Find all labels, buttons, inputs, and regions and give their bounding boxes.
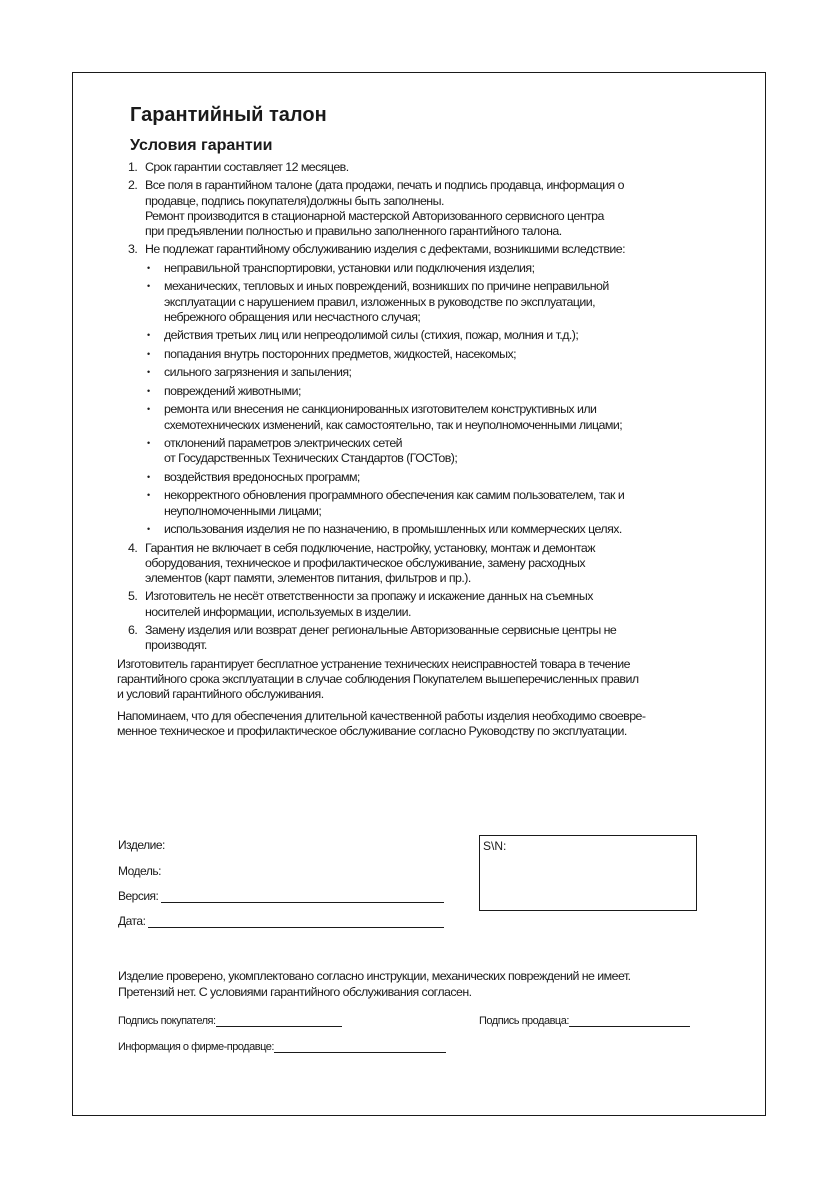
condition-item-1: 1. Срок гарантии составляет 12 месяцев. [128, 160, 349, 174]
list-item: • некорректного обновления программного обеспечения как самим пользователем, так и неуполномоченными лицами; [145, 488, 717, 519]
buyer-signature-field: Подпись покупателя: [118, 1014, 342, 1027]
list-item: • использования изделия не по назначению, в промышленных или коммерческих целях. [145, 522, 717, 537]
buyer-signature-line[interactable] [216, 1014, 342, 1027]
version-input-line[interactable] [161, 889, 444, 903]
condition-item-2: 2. Все поля в гарантийном талоне (дата продажи, печать и подпись продавца, информация о продавце, подпись покупателя)должны быть заполнены. Ремонт производится в стационарной мастерской Авторизованного сервисного центра при предъявлении полностью и правильно заполненного гарантийного талона. [128, 178, 624, 239]
list-item: • действия третьих лиц или непреодолимой силы (стихия, пожар, молния и т.д.); [145, 328, 717, 343]
serial-number-label: S\N: [483, 839, 507, 853]
list-item: • воздействия вредоносных программ; [145, 470, 717, 485]
date-field: Дата: [118, 914, 444, 928]
list-item: • ремонта или внесения не санкционированных изготовителем конструктивных или схемотехнических изменений, как самостоятельно, так и неуполномоченными лицами; [145, 402, 717, 433]
seller-signature-field: Подпись продавца: [479, 1014, 690, 1027]
list-item: • механических, тепловых и иных повреждений, возникших по причине неправильной эксплуатации с нарушением правил, изложенных в руководстве по эксплуатации, небрежного обращения или несчастного случая; [145, 279, 717, 325]
confirmation-text: Изделие проверено, укомплектовано согласно инструкции, механических повреждений не имеет. Претензий нет. С условиями гарантийного обслуживания согласен. [118, 969, 631, 999]
date-input-line[interactable] [148, 914, 444, 928]
condition-item-5: 5. Изготовитель не несёт ответственности за пропажу и искажение данных на съемных носителей информации, используемых в изделии. [128, 589, 593, 619]
condition-item-4: 4. Гарантия не включает в себя подключение, настройку, установку, монтаж и демонтаж оборудования, техническое и профилактическое обслуживание, замену расходных элементов (карт памяти, элементов питания, фильтров и пр.). [128, 540, 595, 586]
warranty-paragraph: Изготовитель гарантирует бесплатное устранение технических неисправностей товара в течение гарантийного срока эксплуатации в случае соблюдения Покупателем вышеперечисленных правил и условий гарантийного обслуживания. [117, 656, 639, 702]
seller-info-field: Информация о фирме-продавце: [118, 1040, 446, 1053]
list-item: • сильного загрязнения и запыления; [145, 365, 717, 380]
list-item: • повреждений животными; [145, 384, 717, 399]
page-title: Гарантийный талон [130, 104, 327, 126]
condition-text: Гарантия не включает в себя подключение, настройку, установку, монтаж и демонтаж оборудования, техническое и профилактическое обслуживание, замену расходных элементов (карт памяти, элементов питания, фильтров и пр.). [145, 540, 595, 586]
conditions-list [117, 160, 717, 654]
conditions-section [117, 160, 717, 739]
maintenance-paragraph: Напоминаем, что для обеспечения длительной качественной работы изделия необходимо своевре- менное техническое и профилактическое обслуживание согласно Руководству по эксплуатации. [117, 708, 646, 738]
seller-info-line[interactable] [274, 1040, 446, 1053]
condition-item-6: 6. Замену изделия или возврат денег региональные Авторизованные сервисные центры не производят. [128, 623, 617, 653]
list-item: • отклонений параметров электрических сетей от Государственных Технических Стандартов (ГОСТов); [145, 436, 717, 467]
seller-signature-line[interactable] [569, 1014, 690, 1027]
condition-text: Замену изделия или возврат денег региональные Авторизованные сервисные центры не производят. [145, 623, 617, 653]
model-field: Модель: [118, 864, 161, 878]
condition-text: Все поля в гарантийном талоне (дата продажи, печать и подпись продавца, информация о продавце, подпись покупателя)должны быть заполнены. Ремонт производится в стационарной мастерской Авторизованного сервисного центра при предъявлении полностью и правильно заполненного гарантийного талона. [145, 178, 624, 239]
product-field: Изделие: [118, 838, 165, 852]
section-subtitle: Условия гарантии [130, 137, 273, 154]
list-item: • попадания внутрь посторонних предметов, жидкостей, насекомых; [145, 347, 717, 362]
condition-text: Изготовитель не несёт ответственности за пропажу и искажение данных на съемных носителей информации, используемых в изделии. [145, 589, 593, 619]
list-item: • неправильной транспортировки, установки или подключения изделия; [145, 261, 717, 276]
version-field: Версия: [118, 889, 444, 903]
condition-text: Срок гарантии составляет 12 месяцев. [145, 160, 349, 174]
condition-item-3: 3. Не подлежат гарантийному обслуживанию изделия с дефектами, возникшими вследствие: • неправильной транспортировки, установки или подключения изделия; • механических, тепловых и иных повреждений, возникших по причине неправильной эксплуатации с нарушением правил, изложенных в руководстве по эксплуатации, небрежного обращения или несчастного случая; • действия третьих лиц или непреодолимой силы (стихия, пожар, молния и т.д.); • попадания внутрь посторонних предметов, жидкостей, насекомых; • сильного загрязнения и запыления; • повреждений животными; • ремонта или внесения не санкционированных изготовителем конструктивных или схемотехнических изменений, как самостоятельно, так и неуполномоченными лицами; • отклонений параметров электрических сетей от Государственных Технических Стандартов (ГОСТов); • воздействия вредоносных программ; • некорректного обновления программного обеспечения как самим пользователем, так и неуполномоченными лицами; • использования изделия не по назначению, в промышленных или коммерческих целях. [117, 242, 717, 537]
condition-text: Не подлежат гарантийному обслуживанию изделия с дефектами, возникшими вследствие: [145, 242, 625, 257]
serial-number-box[interactable] [479, 835, 697, 911]
defect-causes-list [145, 261, 717, 538]
